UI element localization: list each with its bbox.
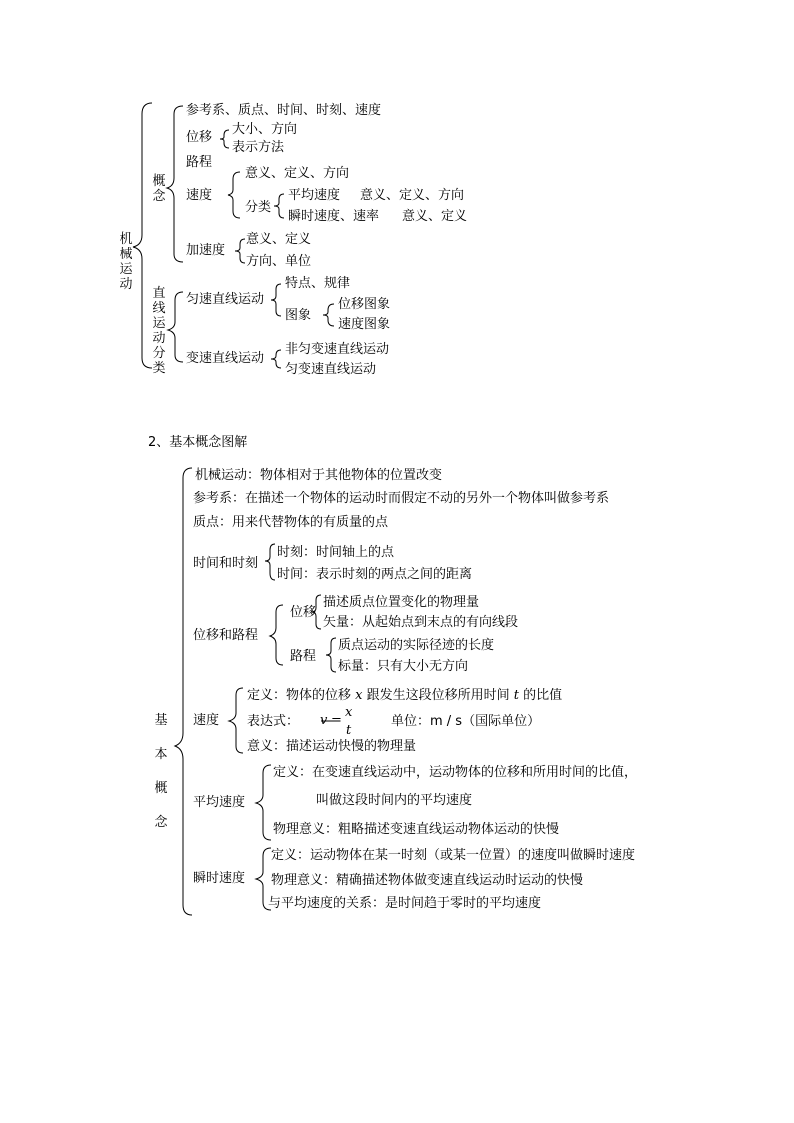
item-particle: 质点：用来代替物体的有质量的点	[193, 515, 389, 530]
brace-basic-concept	[175, 468, 192, 915]
displacement-vector: 矢量：从起始点到末点的有向线段	[323, 615, 519, 630]
speed-meaning-2: 意义：描述运动快慢的物理量	[247, 739, 417, 754]
acceleration-meaning: 意义、定义	[246, 232, 312, 247]
item-mechanical-motion: 机械运动：物体相对于其他物体的位置改变	[195, 468, 443, 483]
speed-expression-label: 表达式：	[247, 714, 300, 729]
branch-linear-motion: 直线运动分类	[152, 286, 166, 376]
dp-path: 路程	[290, 649, 317, 664]
uniform-graph: 图象	[285, 308, 312, 323]
brace-variable	[271, 350, 281, 368]
concept-path: 路程	[186, 155, 213, 170]
brace-time	[265, 544, 275, 580]
branch-concept: 概念	[152, 174, 166, 204]
speed-classify: 分类	[245, 200, 272, 215]
brace-graph	[323, 304, 334, 326]
variable-uniform-accel: 匀变速直线运动	[285, 362, 377, 377]
brace-classify	[274, 194, 284, 218]
acceleration-unit: 方向、单位	[246, 254, 312, 269]
avg-speed-def1: 定义：在变速直线运动中，运动物体的位移和所用时间的比值，	[273, 765, 638, 780]
speed-unit: 单位：m / s（国际单位）	[391, 714, 541, 729]
classify-average-desc: 意义、定义、方向	[360, 188, 465, 203]
displacement-representation: 表示方法	[232, 140, 285, 155]
section-heading: 2、基本概念图解	[148, 435, 248, 450]
dp-displacement: 位移	[290, 605, 317, 620]
item-displacement-path: 位移和路程	[193, 628, 259, 643]
concept-reference: 参考系、质点、时间、时刻、速度	[186, 103, 382, 118]
brace-linear	[168, 292, 183, 362]
concept-speed: 速度	[186, 188, 213, 203]
uniform-features: 特点、规律	[285, 276, 351, 291]
item-instant-speed: 瞬时速度	[193, 871, 246, 886]
avg-speed-def2: 叫做这段时间内的平均速度	[316, 793, 473, 808]
inst-speed-relation: 与平均速度的关系：是时间趋于零时的平均速度	[268, 896, 542, 911]
formula-numerator: x	[345, 705, 353, 720]
inst-speed-phys: 物理意义：精确描述物体做变速直线运动时运动的快慢	[271, 873, 584, 888]
concept-displacement: 位移	[186, 130, 213, 145]
speed-definition: 定义：物体的位移 x 跟发生这段位移所用时间 t 的比值	[247, 688, 563, 703]
linear-variable: 变速直线运动	[186, 351, 265, 366]
brace-path-2	[326, 638, 336, 672]
root-basic-concept: 基本概念	[154, 713, 168, 830]
classify-instant: 瞬时速度、速率	[288, 209, 380, 224]
path-scalar: 标量：只有大小无方向	[338, 659, 469, 674]
item-time-moment: 时间和时刻	[193, 556, 259, 571]
brace-concept	[167, 106, 183, 262]
item-average-speed: 平均速度	[193, 795, 246, 810]
avg-speed-phys: 物理意义：粗略描述变速直线运动物体运动的快慢	[273, 822, 560, 837]
brace-accel	[235, 239, 245, 263]
graph-displacement: 位移图象	[338, 297, 391, 312]
variable-nonuniform: 非匀变速直线运动	[285, 342, 390, 357]
item-reference-frame: 参考系：在描述一个物体的运动时而假定不动的另外一个物体叫做参考系	[193, 491, 610, 506]
brace-speed-2	[229, 688, 243, 753]
concept-acceleration: 加速度	[186, 243, 226, 258]
root-machine-motion: 机械运动	[119, 232, 133, 292]
brace-uniform	[271, 284, 281, 316]
path-desc: 质点运动的实际径迹的长度	[338, 638, 495, 653]
graph-speed: 速度图象	[338, 317, 391, 332]
brace-machine-motion	[133, 103, 152, 368]
brace-disp-path	[270, 605, 283, 665]
displacement-desc: 描述质点位置变化的物理量	[323, 595, 480, 610]
inst-speed-def: 定义：运动物体在某一时刻（或某一位置）的速度叫做瞬时速度	[271, 848, 636, 863]
classify-average: 平均速度	[288, 188, 341, 203]
classify-instant-desc: 意义、定义	[402, 209, 468, 224]
formula-denominator: t	[346, 723, 352, 738]
displacement-magnitude: 大小、方向	[232, 122, 298, 137]
linear-uniform: 匀速直线运动	[186, 292, 265, 307]
formula-equals: =	[331, 713, 342, 728]
item-speed: 速度	[193, 713, 220, 728]
brace-avg-speed	[256, 765, 271, 840]
time-moment: 时刻：时间轴上的点	[277, 545, 395, 560]
formula-v: v	[320, 713, 328, 728]
brace-displacement-1	[220, 130, 229, 148]
speed-meaning: 意义、定义、方向	[245, 166, 350, 181]
time-interval: 时间：表示时刻的两点之间的距离	[277, 567, 473, 582]
brace-speed-1	[228, 172, 240, 218]
